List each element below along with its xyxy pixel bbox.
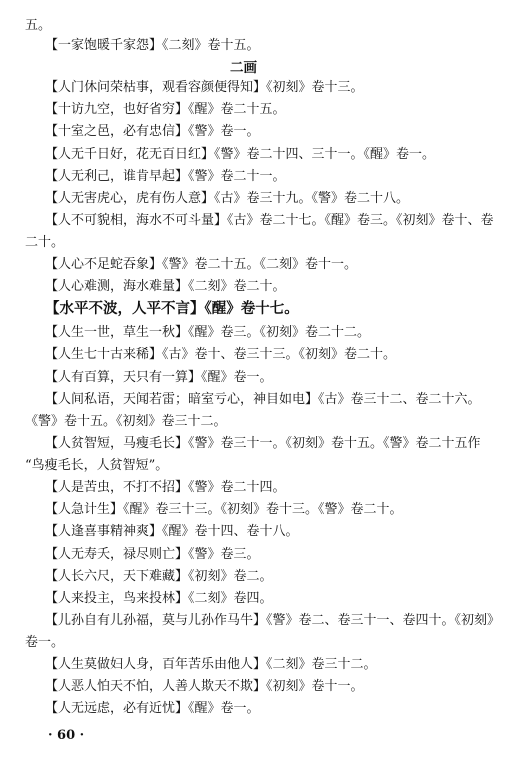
text-line: 【人有百算，天只有一算】《醒》卷一。: [45, 370, 273, 385]
text-line: 【人无利己，谁肯早起】《警》卷二十一。: [45, 169, 286, 184]
text-line: 【人逢喜事精神爽】《醒》卷十四、卷十八。: [45, 524, 299, 539]
text-line: 五。: [25, 18, 52, 33]
text-line: 【人无千日好，花无百日红】《警》卷二十四、三十一。《醒》卷一。: [45, 147, 436, 162]
text-line: 卷一。: [25, 635, 65, 650]
text-line: 【人是苦虫，不打不招】《警》卷二十四。: [45, 480, 286, 495]
text-line: “鸟瘦毛长，人贫智短”。: [25, 458, 169, 473]
text-line: 二十。: [25, 235, 65, 250]
text-line: 【人生莫做妇人身，百年苦乐由他人】《二刻》卷三十二。: [45, 657, 377, 672]
text-line: 【人生一世，草生一秋】《醒》卷三。《初刻》卷二十二。: [45, 325, 371, 340]
text-line: 【一家饱暖千家怨】《二刻》卷十五。: [45, 38, 260, 53]
text-line: 【人不可貌相，海水不可斗量】《古》卷二十七。《醒》卷三。《初刻》卷十、卷: [45, 213, 494, 228]
text-line: 【人无寿夭，禄尽则亡】《警》卷三。: [45, 547, 260, 562]
page-number: · 60 ·: [48, 728, 85, 743]
section-heading: 二画: [230, 60, 257, 76]
text-line: 【儿孙自有儿孙福，莫与儿孙作马牛】《警》卷二、卷三十一、卷四十。《初刻》: [45, 613, 501, 628]
text-line: 【人急计生】《醒》卷三十三。《初刻》卷十三。《警》卷二十。: [45, 502, 403, 517]
text-line: 【人无害虎心，虎有伤人意】《古》卷三十九。《警》卷二十八。: [45, 191, 410, 206]
text-line: 【人贫智短，马瘦毛长】《警》卷三十一。《初刻》卷十五。《警》卷二十五作: [45, 436, 481, 451]
text-line: 【人无远虑，必有近忧】《醒》卷一。: [45, 701, 260, 716]
text-line: 【人心不足蛇吞象】《警》卷二十五。《二刻》卷十一。: [45, 257, 358, 272]
text-line: 《警》卷十五。《初刻》卷三十二。: [25, 414, 227, 429]
text-line: 【人恶人怕天不怕，人善人欺天不欺】《初刻》卷十一。: [45, 679, 364, 694]
text-line: 【人门休问荣枯事，观看容颜便得知】《初刻》卷十三。: [45, 80, 364, 95]
text-line: 【十访九空，也好省穷】《醒》卷二十五。: [45, 102, 286, 117]
text-line: 【十室之邑，必有忠信】《警》卷一。: [45, 124, 260, 139]
text-line: 【人生七十古来稀】《古》卷十、卷三十三。《初刻》卷二十。: [45, 347, 397, 362]
text-line: 【人长六尺，天下难藏】《初刻》卷二。: [45, 569, 273, 584]
text-line: 【人间私语，天闻若雷；暗室亏心，神目如电】《古》卷三十二、卷二十六。: [45, 392, 481, 407]
text-line: 【人来投主，鸟来投林】《二刻》卷四。: [45, 591, 273, 606]
text-line: 【水平不波，人平不言】《醒》卷十七。: [45, 300, 299, 317]
text-line: 【人心难测，海水难量】《二刻》卷二十。: [45, 279, 286, 294]
